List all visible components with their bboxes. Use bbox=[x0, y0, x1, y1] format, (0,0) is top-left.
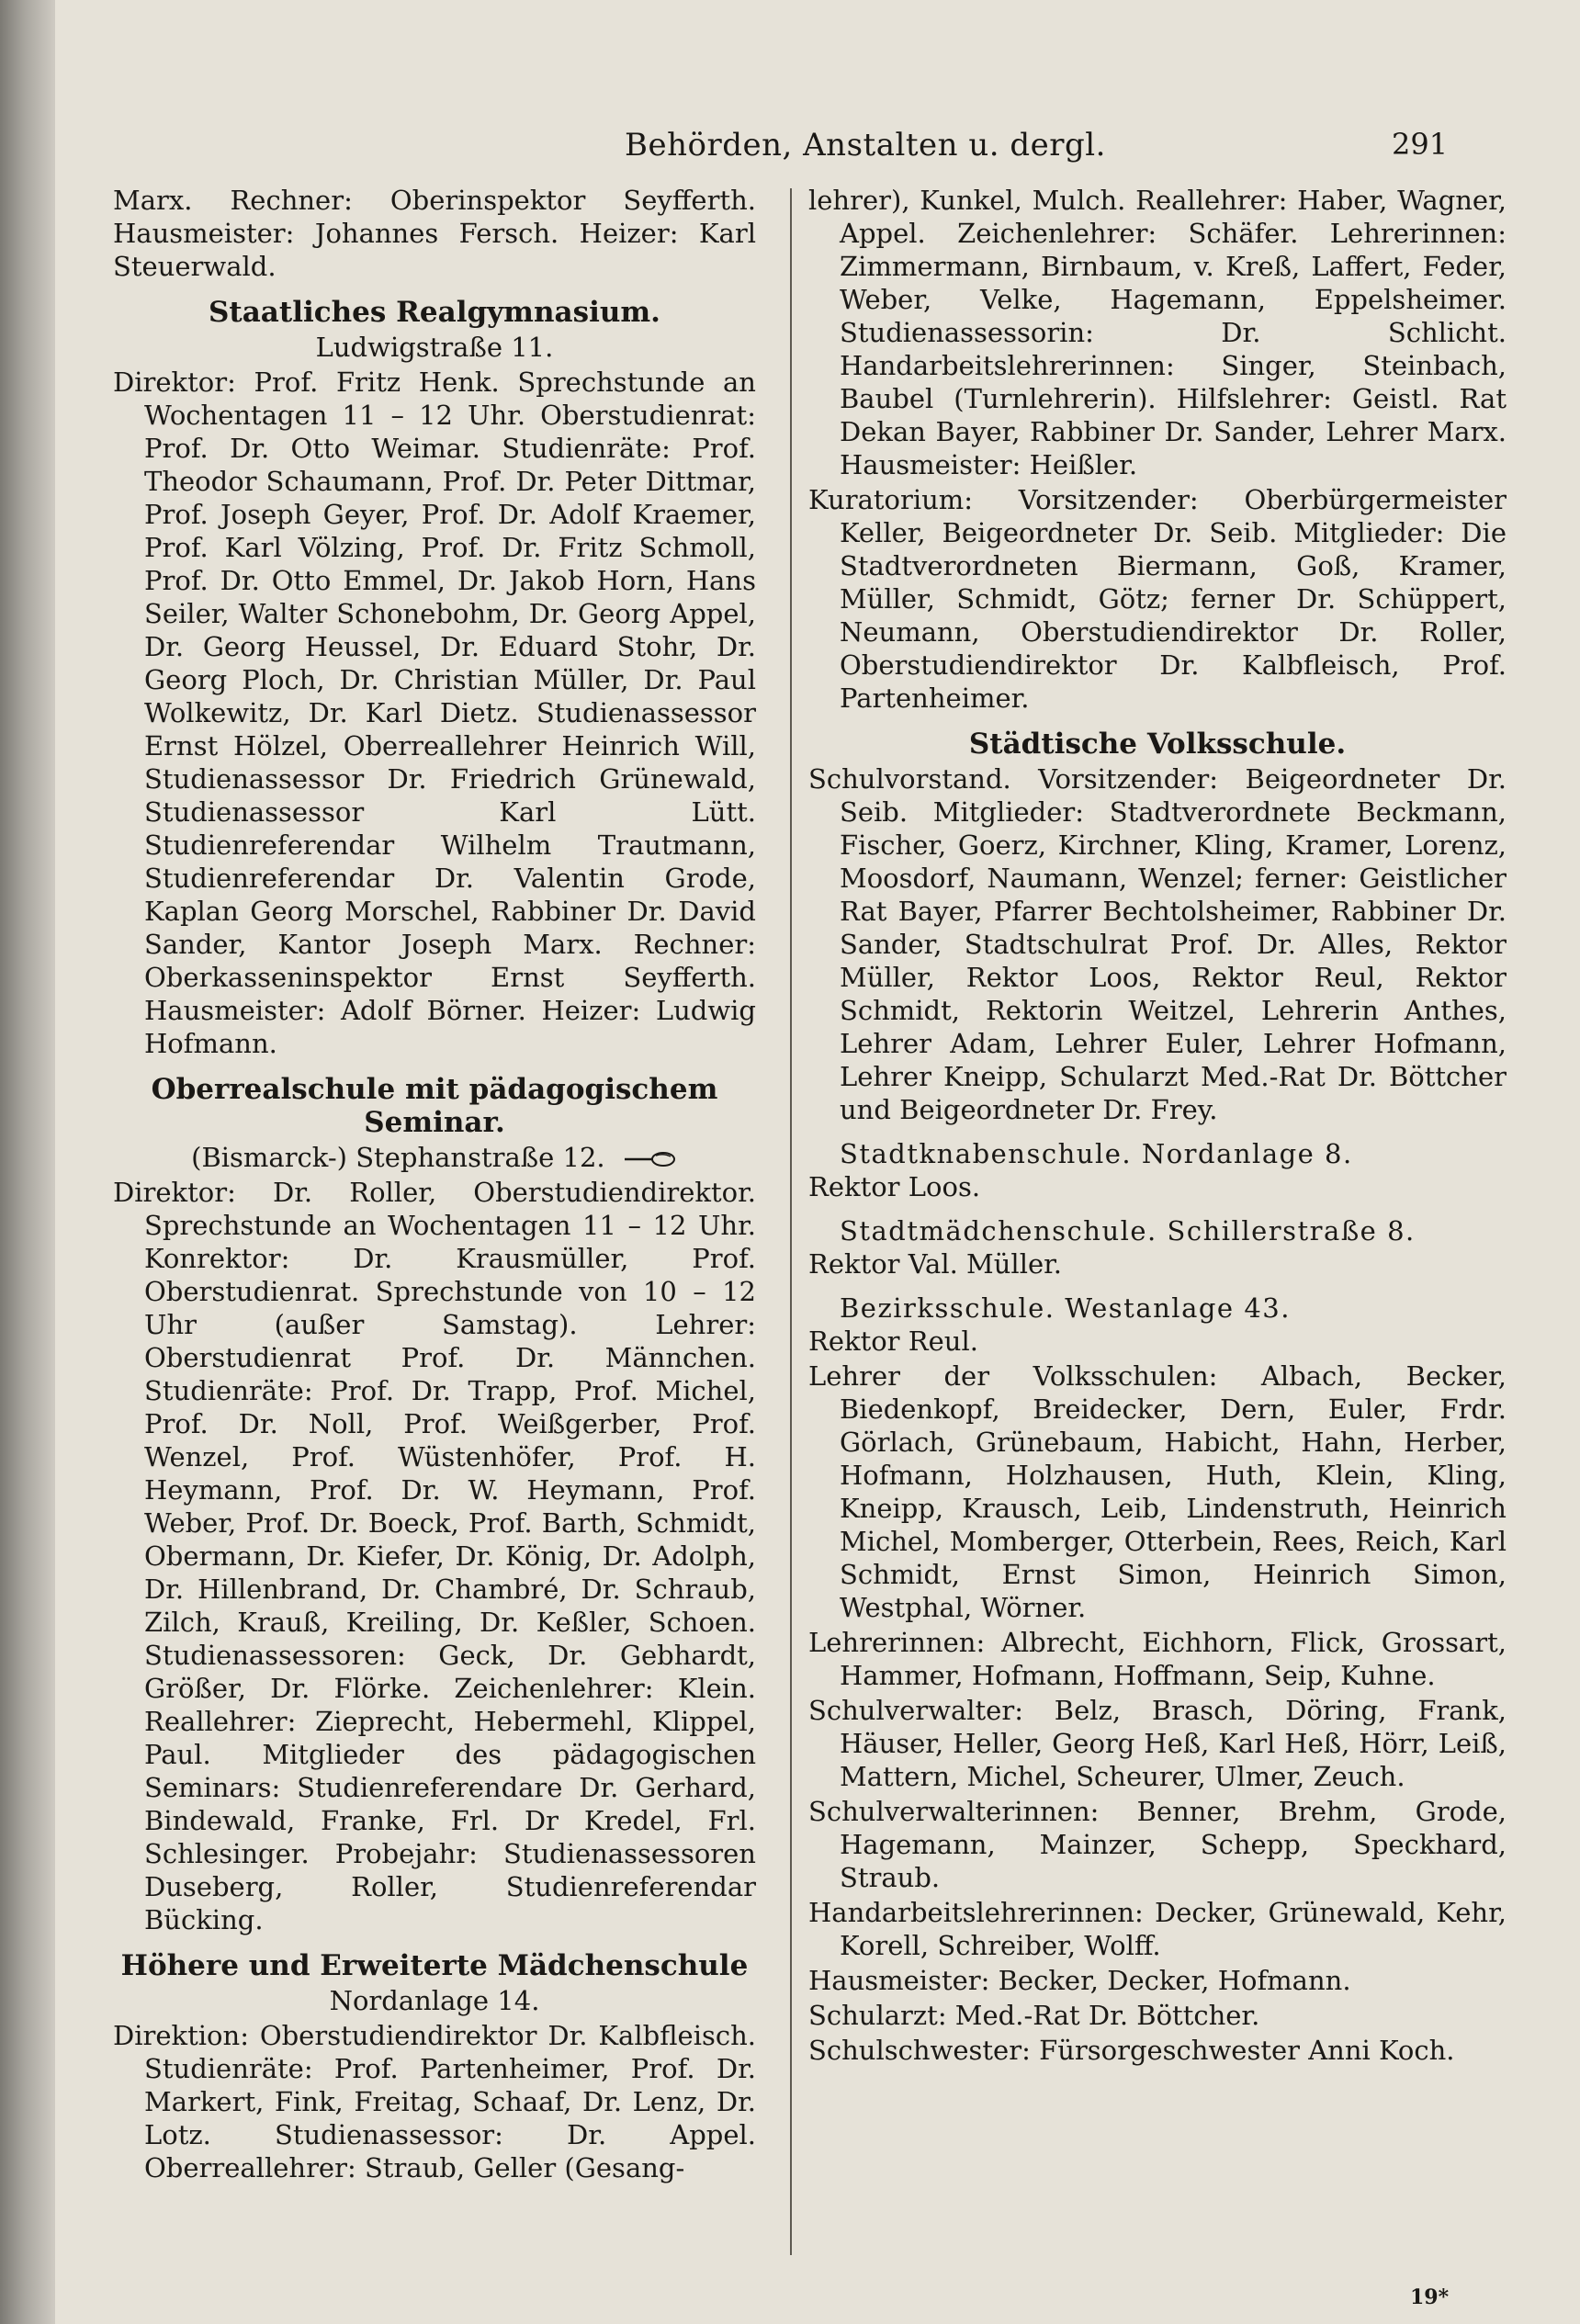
bezirksschule-rektor: Rektor Reul. bbox=[808, 1326, 978, 1357]
right-column bbox=[808, 184, 1507, 2069]
lehrer-list: Lehrer der Volksschulen: Albach, Becker, Biedenkopf, Breidecker, Dern, Euler, Frdr. Görlach, Grünebaum, Habicht, Hahn, Herber, Hofmann, Holzhausen, Huth, Klein, Kling, Kneipp, Krausch, Leib, Lindenstruth, Heinrich Michel, Momberger, Otterbein, Rees, Reich, Karl Schmidt, Ernst Simon, Heinrich Simon, Westphal, Wörner. bbox=[808, 1360, 1507, 1623]
pointing-hand-icon bbox=[623, 1151, 678, 1168]
maedchenschule-title: Stadtmädchenschule. Schillerstraße 8. bbox=[840, 1215, 1416, 1247]
bezirksschule-title: Bezirksschule. Westanlage 43. bbox=[840, 1292, 1291, 1324]
schulvorstand-text: Schulvorstand. Vorsitzender: Beigeordneter Dr. Seib. Mitglieder: Stadtverordnete Beckmann, Fischer, Goerz, Kirchner, Kling, Kramer, Lorenz, Moosdorf, Naumann, Wenzel; ferner: Geistlicher Rat Bayer, Pfarrer Bechtolsheimer, Rabbiner Dr. Sander, Stadtschulrat Prof. Dr. Alles, Rektor Müller, Rektor Loos, Rektor Reul, Rektor Schmidt, Rektorin Weitzel, Lehrerin Anthes, Lehrer Adam, Lehrer Euler, Lehrer Hofmann, Lehrer Kneipp, Schularzt Med.-Rat Dr. Böttcher und Beigeordneter Dr. Frey. bbox=[808, 763, 1507, 1125]
section-body-realgymnasium: Direktor: Prof. Fritz Henk. Sprechstunde an Wochentagen 11 – 12 Uhr. Oberstudienrat: Prof. Dr. Otto Weimar. Studienräte: Prof. Theodor Schaumann, Prof. Dr. Peter Dittmar, Prof. Joseph Geyer, Prof. Dr. Adolf Kraemer, Prof. Karl Völzing, Prof. Dr. Fritz Schmoll, Prof. Dr. Otto Emmel, Dr. Jakob Horn, Hans Seiler, Walter Schonebohm, Dr. Georg Appel, Dr. Georg Heussel, Dr. Eduard Stohr, Dr. Georg Ploch, Dr. Christian Müller, Dr. Paul Wolkewitz, Dr. Karl Dietz. Studienassessor Ernst Hölzel, Oberreallehrer Heinrich Will, Studienassessor Dr. Friedrich Grünewald, Studienassessor Karl Lütt. Studienreferendar Wilhelm Trautmann, Studienreferendar Dr. Valentin Grode, Kaplan Georg Morschel, Rabbiner Dr. David Sander, Kantor Joseph Marx. Rechner: Oberkasseninspektor Ernst Seyfferth. Hausmeister: Adolf Börner. Heizer: Ludwig Hofmann. bbox=[113, 367, 756, 1059]
section-address-oberrealschule bbox=[113, 1141, 756, 1174]
section-body-maedchenschule: Direktion: Oberstudiendirektor Dr. Kalbfleisch. Studienräte: Prof. Partenheimer, Prof. Dr. Markert, Fink, Freitag, Schaaf, Dr. Lenz, Dr. Lotz. Studienassessor: Dr. Appel. Oberreallehrer: Straub, Geller (Gesang- bbox=[113, 2020, 756, 2183]
section-title-oberrealschule: Oberrealschule mit pädagogischem Seminar. bbox=[151, 1073, 718, 1139]
printer-signature: 19* bbox=[1410, 2285, 1450, 2309]
section-title-maedchenschule: Höhere und Erweiterte Mädchenschule bbox=[120, 1949, 749, 1982]
book-binding-shadow bbox=[0, 0, 55, 2324]
column-divider bbox=[790, 188, 792, 2255]
section-title-realgymnasium: Staatliches Realgymnasium. bbox=[209, 296, 660, 329]
section-address-realgymnasium: Ludwigstraße 11. bbox=[315, 332, 554, 363]
hausmeister-list: Hausmeister: Becker, Decker, Hofmann. bbox=[808, 1965, 1351, 1996]
address-text: (Bismarck-) Stephanstraße 12. bbox=[191, 1142, 605, 1173]
continuation-text: lehrer), Kunkel, Mulch. Reallehrer: Haber, Wagner, Appel. Zeichenlehrer: Schäfer. Lehrerinnen: Zimmermann, Birnbaum, v. Kreß, Laffert, Feder, Weber, Velke, Hagemann, Eppelsheimer. Studienassessorin: Dr. Schlicht. Handarbeitslehrerinnen: Singer, Steinbach, Baubel (Turnlehrerin). Hilfslehrer: Geistl. Rat Dekan Bayer, Rabbiner Dr. Sander, Lehrer Marx. Hausmeister: Heißler. bbox=[808, 185, 1507, 480]
left-column bbox=[113, 184, 756, 2186]
knabenschule-title: Stadtknabenschule. Nordanlage 8. bbox=[840, 1138, 1353, 1169]
page-number: 291 bbox=[1392, 127, 1449, 162]
lehrerinnen-list: Lehrerinnen: Albrecht, Eichhorn, Flick, Grossart, Hammer, Hofmann, Hoffmann, Seip, Kuhne. bbox=[808, 1627, 1507, 1691]
schularzt-text: Schularzt: Med.-Rat Dr. Böttcher. bbox=[808, 2000, 1260, 2031]
section-body-oberrealschule: Direktor: Dr. Roller, Oberstudiendirektor. Sprechstunde an Wochentagen 11 – 12 Uhr. Konrektor: Dr. Krausmüller, Prof. Oberstudienrat. Sprechstunde von 10 – 12 Uhr (außer Samstag). Lehrer: Oberstudienrat Prof. Dr. Männchen. Studienräte: Prof. Dr. Trapp, Prof. Michel, Prof. Dr. Noll, Prof. Weißgerber, Prof. Wenzel, Prof. Wüstenhöfer, Prof. H. Heymann, Prof. Dr. W. Heymann, Prof. Weber, Prof. Dr. Boeck, Prof. Barth, Schmidt, Obermann, Dr. Kiefer, Dr. König, Dr. Adolph, Dr. Hillenbrand, Dr. Chambré, Dr. Schraub, Zilch, Krauß, Kreiling, Dr. Keßler, Schoen. Studienassessoren: Geck, Dr. Gebhardt, Größer, Dr. Flörke. Zeichenlehrer: Klein. Reallehrer: Zieprecht, Hebermehl, Klippel, Paul. Mitglieder des pädagogischen Seminars: Studienreferendare Dr. Gerhard, Bindewald, Franke, Frl. Dr Kredel, Frl. Schlesinger. Probejahr: Studienassessoren Duseberg, Roller, Studienreferendar Bücking. bbox=[113, 1177, 756, 1935]
continuation-text: Marx. Rechner: Oberinspektor Seyfferth. Hausmeister: Johannes Fersch. Heizer: Karl Steuerwald. bbox=[113, 185, 756, 282]
maedchenschule-rektor: Rektor Val. Müller. bbox=[808, 1248, 1063, 1280]
kuratorium-text: Kuratorium: Vorsitzender: Oberbürgermeister Keller, Beigeordneter Dr. Seib. Mitglieder: Die Stadtverordneten Biermann, Goß, Kramer, Müller, Schmidt, Götz; ferner Dr. Schüppert, Neumann, Oberstudiendirektor Dr. Roller, Oberstudiendirektor Dr. Kalbfleisch, Prof. Partenheimer. bbox=[808, 484, 1507, 714]
section-address-maedchenschule: Nordanlage 14. bbox=[329, 1985, 540, 2016]
section-title-volksschule: Städtische Volksschule. bbox=[968, 728, 1347, 761]
book-page bbox=[55, 0, 1580, 2324]
running-title: Behörden, Anstalten u. dergl. bbox=[625, 127, 1106, 164]
knabenschule-rektor: Rektor Loos. bbox=[808, 1171, 981, 1202]
schulverwalter-list: Schulverwalter: Belz, Brasch, Döring, Frank, Häuser, Heller, Georg Heß, Karl Heß, Hörr, Leiß, Mattern, Michel, Scheurer, Ulmer, Zeuch. bbox=[808, 1695, 1507, 1792]
schulverwalterinnen-list: Schulverwalterinnen: Benner, Brehm, Grode, Hagemann, Mainzer, Schepp, Speckhard, Straub. bbox=[808, 1796, 1507, 1893]
schulschwester-text: Schulschwester: Fürsorgeschwester Anni Koch. bbox=[808, 2035, 1455, 2066]
handarbeitslehrerinnen-list: Handarbeitslehrerinnen: Decker, Grünewald, Kehr, Korell, Schreiber, Wolff. bbox=[808, 1897, 1507, 1961]
